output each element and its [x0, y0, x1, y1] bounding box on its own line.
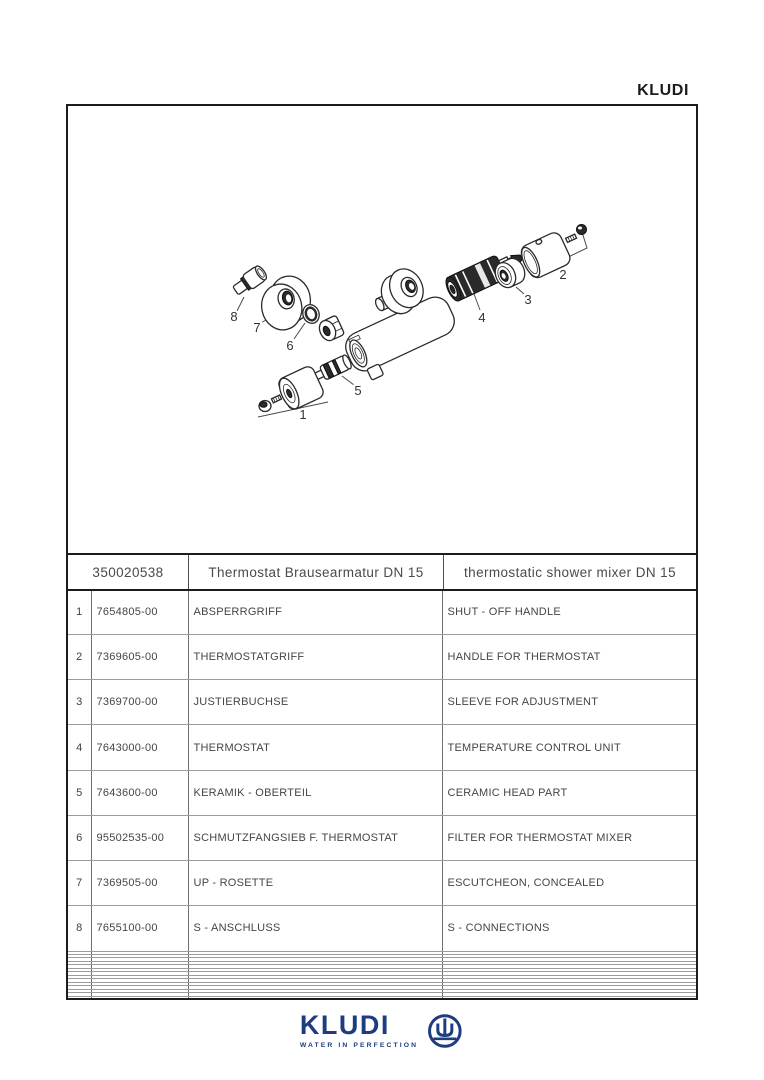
- cell-de: UP - ROSETTE: [188, 861, 442, 906]
- cell-partno: 7369700-00: [91, 680, 188, 725]
- table-row: [68, 725, 696, 770]
- empty-table-row: [68, 996, 696, 998]
- cell-en: S - CONNECTIONS: [442, 906, 696, 951]
- cell-pos: 5: [68, 770, 91, 815]
- cell-de: SCHMUTZFANGSIEB F. THERMOSTAT: [188, 815, 442, 860]
- cell-en: ESCUTCHEON, CONCEALED: [442, 861, 696, 906]
- table-row: [68, 770, 696, 815]
- table-row: [68, 815, 696, 860]
- cell-pos: [68, 996, 91, 998]
- cell-en: [442, 996, 696, 998]
- header-brand-text: KLUDI: [637, 82, 689, 99]
- part-2-thermostat-handle: [517, 225, 586, 281]
- product-id: 350020538: [92, 564, 164, 580]
- footer-brand-text: KLUDI: [299, 1010, 390, 1040]
- exploded-diagram-area: [68, 106, 696, 553]
- part-2-screw: [566, 234, 577, 242]
- cell-en: CERAMIC HEAD PART: [442, 770, 696, 815]
- table-row: [68, 634, 696, 679]
- diagram-label-1: 1: [299, 407, 307, 422]
- diagram-label-2: 2: [559, 267, 567, 282]
- cell-pos: 7: [68, 861, 91, 906]
- parts-table-body: [68, 591, 696, 998]
- cell-partno: 7369505-00: [91, 861, 188, 906]
- part-8-s-connection: [231, 264, 269, 298]
- table-header-row: [68, 553, 696, 591]
- part-1-screw: [271, 395, 281, 403]
- part-7-escutcheon: [256, 272, 316, 333]
- parts-table: [68, 591, 696, 998]
- diagram-label-5: 5: [354, 383, 362, 398]
- cell-en: FILTER FOR THERMOSTAT MIXER: [442, 815, 696, 860]
- document-frame: [66, 104, 698, 1000]
- footer-tagline: WATER IN PERFECTION: [299, 1042, 419, 1049]
- diagram-label-4: 4: [478, 310, 486, 325]
- diagram-label-3: 3: [524, 292, 532, 307]
- cell-en: SHUT - OFF HANDLE: [442, 591, 696, 634]
- cell-en: SLEEVE FOR ADJUSTMENT: [442, 680, 696, 725]
- cell-partno: 7643600-00: [91, 770, 188, 815]
- table-row: [68, 680, 696, 725]
- cell-pos: 1: [68, 591, 91, 634]
- cell-partno: 7654805-00: [91, 591, 188, 634]
- table-row: [68, 906, 696, 951]
- cell-de: THERMOSTAT: [188, 725, 442, 770]
- cell-pos: 4: [68, 725, 91, 770]
- cell-partno: [91, 996, 188, 998]
- cell-partno: 95502535-00: [91, 815, 188, 860]
- cell-pos: 8: [68, 906, 91, 951]
- cell-de: KERAMIK - OBERTEIL: [188, 770, 442, 815]
- part-2-cap: [577, 225, 587, 235]
- cell-pos: 6: [68, 815, 91, 860]
- product-title-german: Thermostat Brausearmatur DN 15: [188, 555, 444, 589]
- exploded-parts-diagram: [68, 106, 696, 553]
- cell-de: S - ANSCHLUSS: [188, 906, 442, 951]
- table-row: [68, 861, 696, 906]
- cell-partno: 7369605-00: [91, 634, 188, 679]
- cell-de: [188, 996, 442, 998]
- diagram-label-8: 8: [230, 309, 238, 324]
- product-title-english: thermostatic shower mixer DN 15: [464, 564, 676, 580]
- cell-partno: 7643000-00: [91, 725, 188, 770]
- cell-en: TEMPERATURE CONTROL UNIT: [442, 725, 696, 770]
- cell-pos: 2: [68, 634, 91, 679]
- cell-en: HANDLE FOR THERMOSTAT: [442, 634, 696, 679]
- table-row: [68, 591, 696, 634]
- cell-partno: 7655100-00: [91, 906, 188, 951]
- footer-logo-text: [300, 1012, 418, 1049]
- cell-de: JUSTIERBUCHSE: [188, 680, 442, 725]
- cell-de: ABSPERRGRIFF: [188, 591, 442, 634]
- kludi-water-icon: [426, 1012, 464, 1055]
- cell-pos: 3: [68, 680, 91, 725]
- diagram-label-6: 6: [286, 338, 294, 353]
- body-connection-nut: [316, 315, 344, 343]
- cell-de: THERMOSTATGRIFF: [188, 634, 442, 679]
- diagram-label-7: 7: [253, 320, 261, 335]
- footer-logo: [300, 1012, 464, 1055]
